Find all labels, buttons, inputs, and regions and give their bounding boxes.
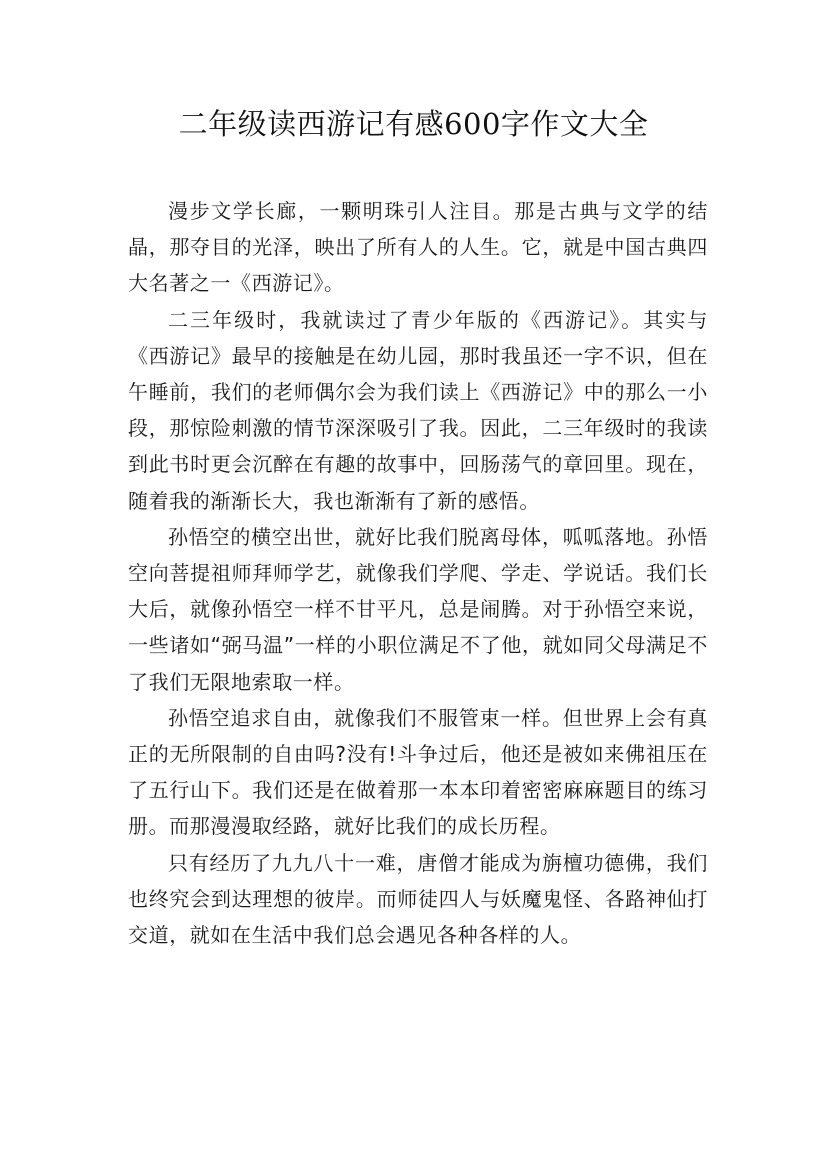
- document-body: [128, 193, 708, 953]
- paragraph-5: 只有经历了九九八十一难，唐僧才能成为旃檀功德佛，我们也终究会到达理想的彼岸。而师徒四人与妖魔鬼怪、各路神仙打交道，就如在生活中我们总会遇见各种各样的人。: [128, 850, 708, 948]
- paragraph-4: 孙悟空追求自由，就像我们不服管束一样。但世界上会有真正的无所限制的自由吗?没有!斗争过后，他还是被如来佛祖压在了五行山下。我们还是在做着那一本本印着密密麻麻题目的练习册。而那漫漫取经路，就好比我们的成长历程。: [128, 705, 708, 839]
- paragraph-3: 孙悟空的横空出世，就好比我们脱离母体，呱呱落地。孙悟空向菩提祖师拜师学艺，就像我们学爬、学走、学说话。我们长大后，就像孙悟空一样不甘平凡，总是闹腾。对于孙悟空来说，一些诸如“弼马温”一样的小职位满足不了他，就如同父母满足不了我们无限地索取一样。: [128, 524, 708, 694]
- paragraph-2: 二三年级时，我就读过了青少年版的《西游记》。其实与《西游记》最早的接触是在幼儿园，那时我虽还一字不识，但在午睡前，我们的老师偶尔会为我们读上《西游记》中的那么一小段，那惊险刺激的情节深深吸引了我。因此，二三年级时的我读到此书时更会沉醉在有趣的故事中，回肠荡气的章回里。现在，随着我的渐渐长大，我也渐渐有了新的感悟。: [128, 307, 708, 513]
- document-title: 二年级读西游记有感600字作文大全: [178, 107, 649, 141]
- paragraph-1: 漫步文学长廊，一颗明珠引人注目。那是古典与文学的结晶，那夺目的光泽，映出了所有人的人生。它，就是中国古典四大名著之一《西游记》。: [128, 199, 708, 296]
